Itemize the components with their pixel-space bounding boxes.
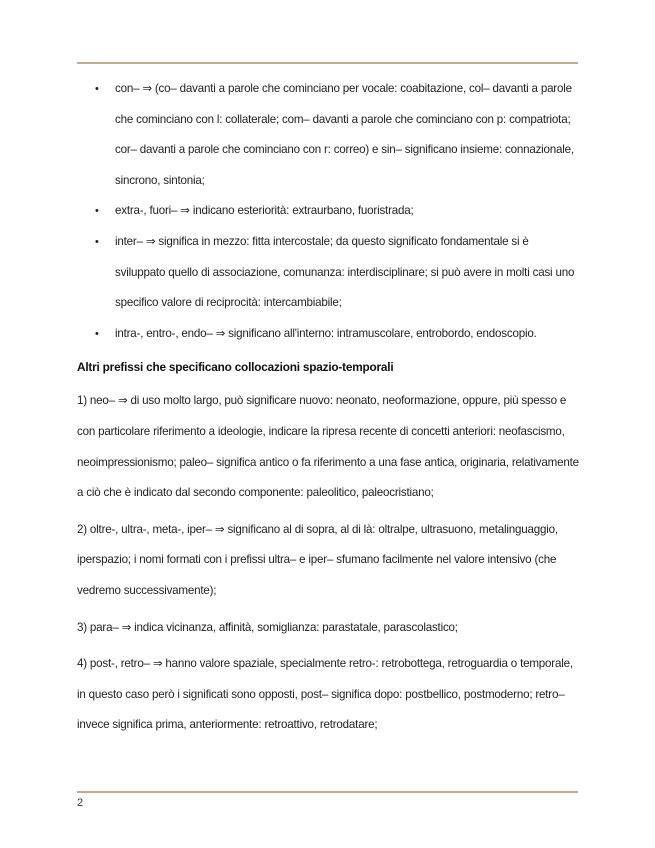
list-item: • intra-, entro-, endo– ⇒ significano all'interno: intramuscolare, entrobordo, endoscopio.: [77, 319, 579, 350]
section-heading: Altri prefissi che specificano collocazioni spazio-temporali: [77, 360, 394, 375]
footer-rule: [77, 791, 578, 793]
list-item: • con– ⇒ (co– davanti a parole che cominciano per vocale: coabitazione, col– davanti a parole che cominciano con l: collaterale; com– davanti a parole che cominciano con p: compatriota; cor– davanti a parole che cominciano con r: correo) e sin– significano insieme: connazionale, sincrono, sintonia;: [77, 74, 579, 196]
list-item: • extra-, fuori– ⇒ indicano esteriorità: extraurbano, fuoristrada;: [77, 196, 579, 227]
page-number: 2: [77, 797, 84, 809]
prefix-bullet-list: [77, 74, 579, 349]
header-rule: [77, 62, 578, 64]
document-body: [77, 74, 579, 747]
paragraph-oltre: 2) oltre-, ultra-, meta-, iper– ⇒ significano al di sopra, al di là: oltralpe, ultrasuono, metalinguaggio, iperspazio; i nomi formati con i prefissi ultra– e iper– sfumano facilmente nel valore intensivo (che vedremo successivamente);: [77, 522, 558, 597]
list-item: • inter– ⇒ significa in mezzo: fitta intercostale; da questo significato fondamentale si è sviluppato quello di associazione, comunanza: interdisciplinare; si può avere in molti casi uno specifico valore di reciprocità: intercambiabile;: [77, 227, 579, 319]
paragraph-neo: 1) neo– ⇒ di uso molto largo, può significare nuovo: neonato, neoformazione, oppure, più spesso e con particolare riferimento a ideologie, indicare la ripresa recente di concetti anteriori: neofascismo, neoimpressionismo; paleo– significa antico o fa riferimento a una fase antica, originaria, relativamente a ciò che è indicato dal secondo componente: paleolitico, paleocristiano;: [77, 394, 579, 500]
paragraph-para: 3) para– ⇒ indica vicinanza, affinità, somiglianza: parastatale, parascolastico;: [77, 620, 458, 634]
paragraph-post: 4) post-, retro– ⇒ hanno valore spaziale, specialmente retro-: retrobottega, retroguardia o temporale, in questo caso però i significati sono opposti, post– significa dopo: postbellico, postmoderno; retro– invece significa prima, anteriormente: retroattivo, retrodatare;: [77, 657, 573, 732]
